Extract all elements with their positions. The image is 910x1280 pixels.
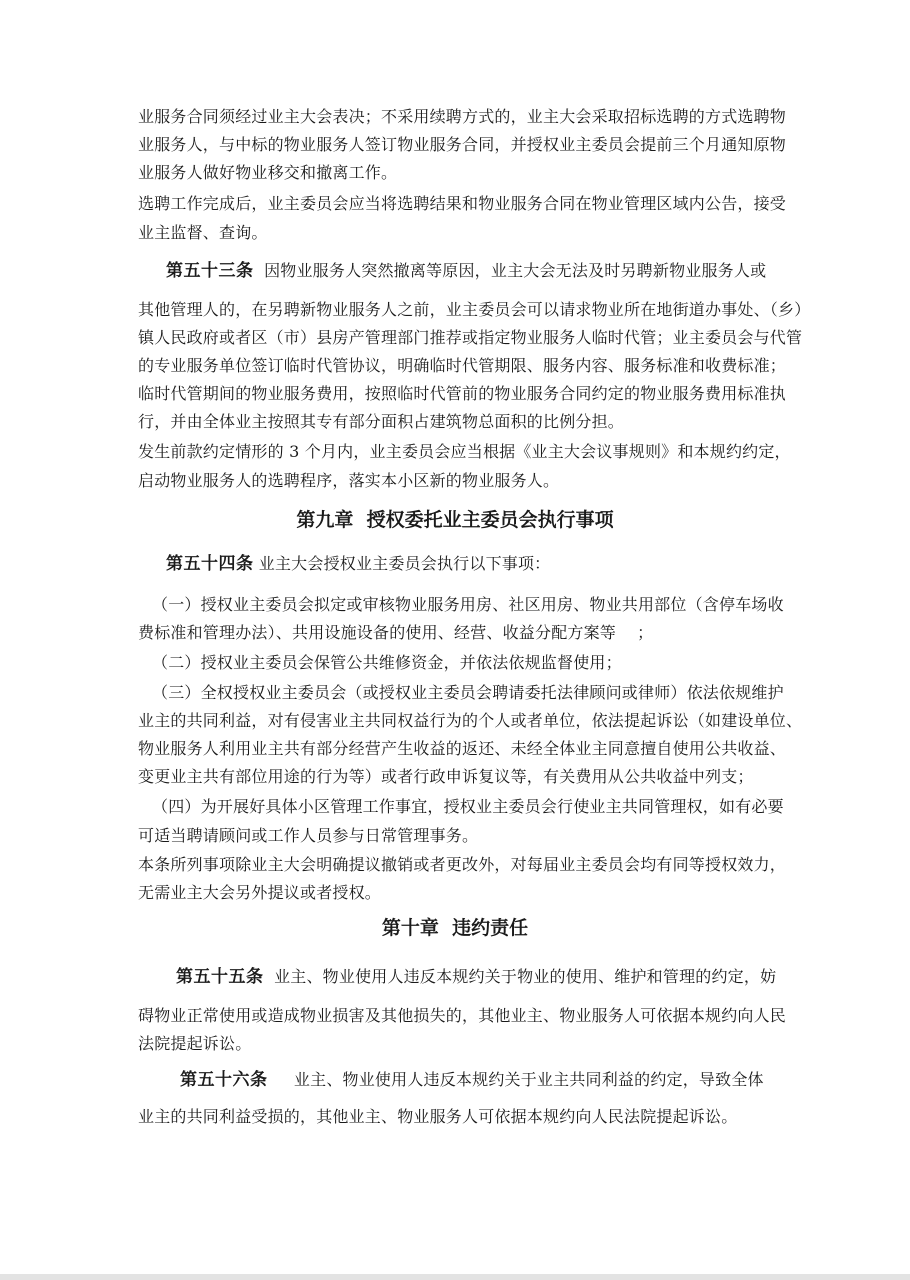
- article-opening-line: [180, 1069, 778, 1091]
- body-text-line: 法院提起诉讼。: [138, 1034, 252, 1053]
- body-text-line: 临时代管期间的物业服务费用，按照临时代管前的物业服务合同约定的物业服务费用标准执: [138, 384, 787, 403]
- article-number: 第五十三条: [166, 261, 254, 281]
- body-text-line: 行，并由全体业主按照其专有部分面积占建筑物总面积的比例分担。: [138, 412, 625, 431]
- body-text-line: 镇人民政府或者区（市）县房产管理部门推荐或指定物业服务人临时代管；业主委员会与代管: [138, 328, 803, 347]
- body-text-line: （二）授权业主委员会保管公共维修资金，并依法依规监督使用；: [152, 653, 622, 672]
- body-text-line: （三）全权授权业主委员会（或授权业主委员会聘请委托法律顾问或律师）依法依规维护: [152, 683, 784, 702]
- body-text-line: 业主的共同利益，对有侵害业主共同权益行为的个人或者单位，依法提起诉讼（如建设单位、: [138, 711, 803, 730]
- body-text-line: 碍物业正常使用或造成物业损害及其他损失的，其他业主、物业服务人可依据本规约向人民: [138, 1006, 787, 1025]
- body-text-line: 的专业服务单位签订临时代管协议，明确临时代管期限、服务内容、服务标准和收费标准；: [138, 356, 787, 375]
- chapter-heading: 第十章 违约责任: [381, 917, 529, 939]
- body-text-line: 费标准和管理办法）、共用设施设备的使用、经营、收益分配方案等 ；: [138, 623, 654, 642]
- body-text-line: 本条所列事项除业主大会明确提议撤销或者更改外，对每届业主委员会均有同等授权效力，: [138, 855, 787, 874]
- article-opening-line: [166, 553, 778, 575]
- article-text: 因物业服务人突然撤离等原因，业主大会无法及时另聘新物业服务人或: [253, 261, 767, 280]
- body-text-line: 可适当聘请顾问或工作人员参与日常管理事务。: [138, 826, 479, 845]
- body-text-line: 物业服务人利用业主共有部分经营产生收益的返还、未经全体业主同意擅自使用公共收益、: [138, 739, 787, 758]
- body-text-line: 业主的共同利益受损的，其他业主、物业服务人可依据本规约向人民法院提起诉讼。: [138, 1107, 738, 1126]
- article-number: 第五十四条: [166, 554, 254, 574]
- page-bottom-edge: [0, 1274, 910, 1280]
- body-text-line: 其他管理人的，在另聘新物业服务人之前，业主委员会可以请求物业所在地街道办事处、（乡）: [138, 300, 811, 319]
- article-text: 业主、物业使用人违反本规约关于业主共同利益的约定，导致全体: [267, 1070, 764, 1089]
- article-number: 第五十六条: [180, 1070, 268, 1090]
- body-text-line: （一）授权业主委员会拟定或审核物业服务用房、社区用房、物业共用部位（含停车场收: [152, 595, 784, 614]
- body-text-line: 业服务人，与中标的物业服务人签订物业服务合同，并授权业主委员会提前三个月通知原物: [138, 135, 787, 154]
- article-opening-line: [166, 260, 778, 282]
- article-opening-line: [176, 966, 778, 988]
- body-text-line: 选聘工作完成后，业主委员会应当将选聘结果和物业服务合同在物业管理区域内公告，接受: [138, 194, 787, 213]
- article-text: 业主大会授权业主委员会执行以下事项：: [253, 554, 551, 573]
- body-text-line: 业主监督、查询。: [138, 223, 268, 242]
- article-text: 业主、物业使用人违反本规约关于物业的使用、维护和管理的约定，妨: [263, 967, 777, 986]
- body-text-line: 业服务合同须经过业主大会表决；不采用续聘方式的，业主大会采取招标选聘的方式选聘物: [138, 107, 787, 126]
- body-text-line: 变更业主共有部位用途的行为等）或者行政申诉复议等，有关费用从公共收益中列支；: [138, 767, 754, 786]
- body-text-line: （四）为开展好具体小区管理工作事宜，授权业主委员会行使业主共同管理权，如有必要: [152, 797, 784, 816]
- chapter-heading: 第九章 授权委托业主委员会执行事项: [296, 509, 614, 531]
- body-text-line: 无需业主大会另外提议或者授权。: [138, 883, 382, 902]
- body-text-line: 业服务人做好物业移交和撤离工作。: [138, 163, 398, 182]
- article-number: 第五十五条: [176, 967, 264, 987]
- body-text-line: 发生前款约定情形的 3 个月内，业主委员会应当根据《业主大会议事规则》和本规约约定，: [138, 442, 791, 461]
- body-text-line: 启动物业服务人的选聘程序，落实本小区新的物业服务人。: [138, 471, 560, 490]
